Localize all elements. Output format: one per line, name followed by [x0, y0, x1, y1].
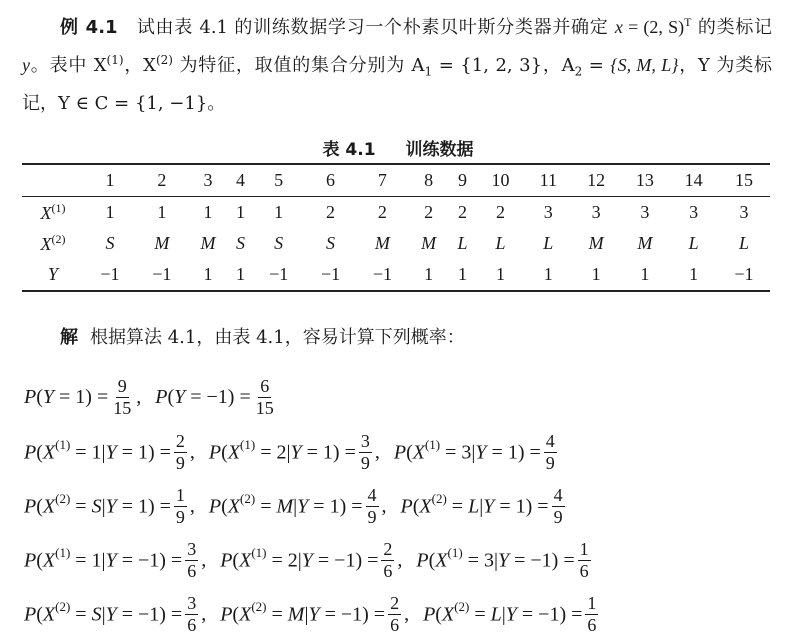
table-row — [22, 197, 770, 229]
fraction-denominator: 6 — [383, 560, 393, 581]
table-cell: M — [421, 233, 437, 253]
row-header-label: X — [40, 234, 52, 254]
fraction-numerator: 4 — [553, 484, 563, 505]
probability-equation — [423, 593, 601, 636]
fraction-denominator: 6 — [187, 614, 197, 635]
math-variable: X — [42, 549, 56, 572]
table-cell: S — [326, 233, 336, 253]
equation-lhs: $P(X^{(1)} = 3|Y = 1)$ = — [393, 437, 541, 464]
fraction-numerator: 1 — [175, 484, 185, 505]
table-cell: 2 — [377, 202, 387, 222]
table-row-header — [22, 228, 84, 259]
table-cell: 1 — [621, 259, 670, 291]
math-variable: X — [42, 495, 56, 518]
equation-separator: , — [136, 385, 142, 408]
equation-superscript: (1) — [251, 545, 267, 561]
equation-superscript: (1) — [447, 545, 463, 561]
probability-equation — [24, 485, 195, 528]
probability-equation — [394, 431, 560, 474]
fraction-denominator: 6 — [587, 614, 597, 635]
math-variable: Y — [105, 495, 117, 518]
fraction-numerator: 6 — [260, 375, 270, 396]
probability-equation — [209, 485, 387, 528]
math-variable: X — [227, 441, 241, 464]
equation-superscript: (1) — [55, 437, 71, 453]
fraction-numerator: 9 — [117, 375, 127, 396]
table-caption — [0, 135, 796, 160]
equation-separator: , — [189, 440, 195, 463]
table-cell: −1 — [356, 259, 408, 291]
equation-lhs: $P(X^{(2)} = L|Y = -1)$ = — [423, 599, 583, 626]
probability-equation — [155, 376, 279, 419]
table-column-header: 2 — [136, 164, 188, 197]
math-variable: Y — [301, 549, 313, 572]
math-variable: P — [24, 603, 37, 626]
math-variable: L — [490, 603, 502, 626]
fraction — [254, 376, 276, 419]
math-variable: X — [441, 603, 455, 626]
math-variable: Y — [290, 441, 302, 464]
table-cell: −1 — [84, 259, 136, 291]
fraction — [388, 593, 401, 636]
fraction — [585, 593, 598, 636]
math-variable: M — [276, 495, 294, 518]
math-variable: P — [208, 441, 222, 464]
table-column-header: 12 — [572, 164, 621, 197]
math-variable: X — [42, 441, 56, 464]
table-cell: S — [105, 233, 115, 253]
table-cell: −1 — [305, 259, 357, 291]
table-column-header: 14 — [669, 164, 718, 197]
example-line2-var: y — [22, 55, 30, 75]
fraction — [185, 539, 198, 582]
table-cell: 1 — [408, 259, 449, 291]
fraction-numerator: 4 — [545, 430, 555, 451]
table-column-header: 10 — [476, 164, 525, 197]
probability-equation — [220, 593, 409, 636]
fraction-numerator: 3 — [360, 430, 370, 451]
equation-separator: , — [397, 548, 403, 571]
example-line2-sub2: 2 — [574, 64, 583, 79]
training-data-table — [22, 163, 770, 292]
math-variable: X — [227, 495, 241, 518]
math-variable: P — [400, 495, 413, 518]
table-cell: M — [637, 233, 653, 253]
equation-lhs: $P(X^{(1)} = 2|Y = -1)$ = — [220, 545, 379, 572]
example-line1-var: x — [614, 17, 623, 37]
fraction-numerator: 1 — [587, 592, 597, 613]
probability-equation — [24, 539, 206, 582]
probability-equation — [209, 431, 380, 474]
math-variable: Y — [105, 603, 117, 626]
equation-separator: , — [374, 440, 380, 463]
equation-lhs: $P(X^{(2)} = S|Y = -1)$ = — [24, 599, 183, 626]
example-line1-text: 试由表 4.1 的训练数据学习一个朴素贝叶斯分类器并确定 — [136, 17, 615, 38]
table-cell: 3 — [591, 202, 601, 222]
table-cell: L — [738, 233, 749, 253]
fraction-denominator: 9 — [175, 452, 185, 473]
fraction-denominator: 9 — [175, 506, 185, 527]
probability-equation — [416, 539, 593, 582]
table-cell: 1 — [669, 259, 718, 291]
math-variable: L — [468, 495, 480, 518]
example-line2-sup2: (2) — [155, 53, 173, 67]
table-column-header: 1 — [84, 164, 136, 197]
table-cell: −1 — [253, 259, 305, 291]
table-header-row — [22, 164, 770, 197]
fraction — [185, 593, 198, 636]
solution-paragraph — [22, 322, 772, 354]
fraction-numerator: 4 — [367, 484, 377, 505]
equation-superscript: (2) — [454, 599, 470, 615]
example-line1-eq: = (2, S) — [622, 17, 685, 37]
solution-text: 根据算法 4.1，由表 4.1，容易计算下列概率： — [90, 327, 465, 348]
equation-lhs: $P(X^{(1)} = 1|Y = -1)$ = — [24, 545, 183, 572]
table-cell: 1 — [188, 259, 229, 291]
example-line2-e: = {1, 2, 3}，A — [432, 55, 575, 76]
table-column-header: 8 — [408, 164, 449, 197]
example-line1-sup: T — [684, 15, 692, 29]
table-cell: S — [236, 233, 246, 253]
fraction-numerator: 2 — [383, 538, 393, 559]
math-variable: P — [155, 385, 168, 408]
table-row-header — [22, 259, 84, 291]
fraction — [381, 539, 394, 582]
example-line2-sup1: (1) — [106, 53, 124, 67]
math-variable: Y — [297, 495, 309, 518]
math-variable: P — [208, 495, 222, 518]
table-cell: 2 — [424, 202, 434, 222]
example-line2-d: 为特征，取值的集合分别为 A — [172, 55, 425, 76]
equation-lhs: P(Y = 1) = — [24, 385, 109, 408]
table-row-header — [22, 197, 84, 229]
equation-superscript: (1) — [55, 545, 71, 561]
math-variable: M — [287, 603, 305, 626]
fraction — [552, 485, 565, 528]
fraction-denominator: 9 — [553, 506, 563, 527]
math-variable: P — [393, 441, 407, 464]
probability-equation — [401, 485, 568, 528]
fraction — [174, 485, 187, 528]
equation-lhs: $P(X^{(1)} = 3|Y = -1)$ = — [416, 545, 575, 572]
table-cell: M — [200, 233, 216, 253]
table-cell: 1 — [572, 259, 621, 291]
math-variable: Y — [505, 603, 517, 626]
equation-separator: , — [404, 602, 410, 625]
solution-label: 解 — [60, 327, 78, 348]
math-variable: Y — [497, 549, 510, 572]
table-column-header: 3 — [188, 164, 229, 197]
table-cell: L — [457, 233, 468, 253]
table-cell: 1 — [525, 259, 572, 291]
equation-line — [24, 590, 601, 638]
fraction-denominator: 6 — [579, 560, 589, 581]
equation-superscript: (1) — [424, 437, 441, 453]
probability-equation — [24, 431, 195, 474]
table-cell: 3 — [543, 202, 553, 222]
probability-equation — [24, 593, 206, 636]
equation-superscript: (2) — [251, 599, 267, 615]
table-caption-title: 训练数据 — [405, 140, 474, 160]
table-column-header: 7 — [356, 164, 408, 197]
fraction — [111, 376, 133, 419]
math-variable: X — [435, 549, 448, 572]
table-cell: 3 — [640, 202, 650, 222]
example-label: 例 4.1 — [60, 17, 118, 38]
table-column-header: 13 — [621, 164, 670, 197]
table-column-header: 6 — [305, 164, 357, 197]
table-cell: 1 — [274, 202, 284, 222]
table-cell: L — [495, 233, 506, 253]
math-variable: P — [24, 495, 37, 518]
math-variable: X — [412, 441, 425, 464]
fraction — [174, 431, 187, 474]
fraction — [544, 431, 557, 474]
equation-lhs: $P(X^{(2)} = S|Y = 1)$ = — [24, 491, 171, 518]
table-column-header: 9 — [449, 164, 476, 197]
equation-superscript: (2) — [55, 599, 71, 615]
table-cell: 2 — [495, 202, 505, 222]
equation-separator: , — [201, 602, 207, 625]
math-variable: Y — [105, 441, 117, 464]
equation-superscript: (2) — [55, 491, 71, 507]
equation-lhs: $P(X^{(2)} = M|Y = -1)$ = — [220, 599, 386, 626]
fraction-numerator: 2 — [390, 592, 400, 613]
row-header-superscript: (1) — [51, 201, 66, 215]
fraction-denominator: 6 — [390, 614, 400, 635]
math-variable: P — [416, 549, 429, 572]
equation-lhs: $P(X^{(2)} = L|Y = 1)$ = — [400, 491, 549, 518]
equation-line — [24, 428, 560, 476]
fraction-numerator: 3 — [187, 538, 197, 559]
equation-line — [24, 536, 594, 584]
math-variable: Y — [174, 385, 186, 408]
table-column-header: 11 — [525, 164, 572, 197]
table-row — [22, 228, 770, 259]
table-cell: 2 — [326, 202, 336, 222]
equation-superscript: (2) — [240, 491, 256, 507]
table-corner-cell — [22, 164, 84, 197]
example-paragraph — [22, 6, 772, 120]
math-variable: Y — [475, 441, 487, 464]
fraction-numerator: 3 — [187, 592, 197, 613]
math-variable: X — [239, 603, 252, 626]
math-variable: Y — [308, 603, 320, 626]
math-variable: S — [91, 495, 102, 518]
equation-lhs: $P(X^{(1)} = 2|Y = 1)$ = — [208, 437, 356, 464]
fraction — [578, 539, 591, 582]
equation-separator: , — [201, 548, 207, 571]
equation-superscript: (2) — [431, 491, 447, 507]
row-header-superscript: (2) — [51, 232, 66, 246]
example-line3-a: {S, M, L} — [610, 55, 679, 75]
math-variable: P — [24, 385, 37, 408]
math-variable: P — [24, 549, 37, 572]
math-variable: P — [220, 603, 233, 626]
fraction — [359, 431, 372, 474]
example-line2-c: ，X — [123, 55, 156, 76]
fraction-denominator: 9 — [360, 452, 370, 473]
math-variable: Y — [105, 549, 117, 572]
equation-lhs: $P(X^{(2)} = M|Y = 1)$ = — [208, 491, 363, 518]
table-cell: L — [688, 233, 699, 253]
table-cell: 1 — [449, 259, 476, 291]
table-cell: 1 — [236, 202, 246, 222]
table-cell: M — [588, 233, 604, 253]
table-column-header: 5 — [253, 164, 305, 197]
table-cell: 1 — [105, 202, 115, 222]
table-caption-number: 表 4.1 — [322, 140, 376, 160]
equation-line — [24, 482, 568, 530]
example-line2-a: 的类标记 — [697, 17, 773, 38]
math-variable: X — [42, 603, 56, 626]
math-variable: X — [239, 549, 252, 572]
math-variable: P — [220, 549, 233, 572]
fraction-numerator: 1 — [579, 538, 589, 559]
fraction-denominator: 6 — [187, 560, 197, 581]
fraction-denominator: 15 — [113, 397, 132, 418]
example-line3-b: ，Y 为类标记，Y ∈ C = {1, −1}。 — [22, 55, 773, 114]
row-header-label: Y — [47, 264, 58, 284]
example-line2-f: = — [582, 55, 604, 76]
fraction — [366, 485, 379, 528]
table-cell: M — [374, 233, 390, 253]
math-variable: S — [91, 603, 102, 626]
probability-equation — [220, 539, 402, 582]
math-variable: P — [423, 603, 436, 626]
equation-line — [24, 373, 279, 421]
table-row — [22, 259, 770, 291]
fraction-denominator: 9 — [367, 506, 377, 527]
math-variable: P — [24, 441, 37, 464]
example-line2-b: 。表中 X — [30, 55, 107, 76]
fraction-denominator: 9 — [545, 452, 555, 473]
table-cell: 1 — [476, 259, 525, 291]
math-variable: Y — [483, 495, 495, 518]
equation-lhs: P(Y = −1) = — [155, 385, 251, 408]
table-column-header: 15 — [718, 164, 770, 197]
probability-equation — [24, 376, 141, 419]
table-cell: −1 — [718, 259, 770, 291]
table-cell: 1 — [228, 259, 252, 291]
equation-superscript: (1) — [240, 437, 256, 453]
fraction-denominator: 15 — [255, 397, 274, 418]
equation-lhs: $P(X^{(1)} = 1|Y = 1)$ = — [24, 437, 171, 464]
table-cell: 1 — [203, 202, 213, 222]
row-header-label: X — [40, 203, 52, 223]
table-cell: 3 — [689, 202, 699, 222]
example-line2-sub1: 1 — [424, 64, 433, 79]
table-cell: M — [154, 233, 170, 253]
table-cell: 1 — [157, 202, 167, 222]
table-cell: L — [543, 233, 554, 253]
fraction-numerator: 2 — [175, 430, 185, 451]
math-variable: X — [419, 495, 432, 518]
table-column-header: 4 — [228, 164, 252, 197]
table-cell: 2 — [458, 202, 468, 222]
math-variable: Y — [42, 385, 55, 408]
equation-separator: , — [381, 494, 387, 517]
equation-separator: , — [189, 494, 195, 517]
table-cell: S — [274, 233, 284, 253]
table-cell: −1 — [136, 259, 188, 291]
table-cell: 3 — [739, 202, 749, 222]
